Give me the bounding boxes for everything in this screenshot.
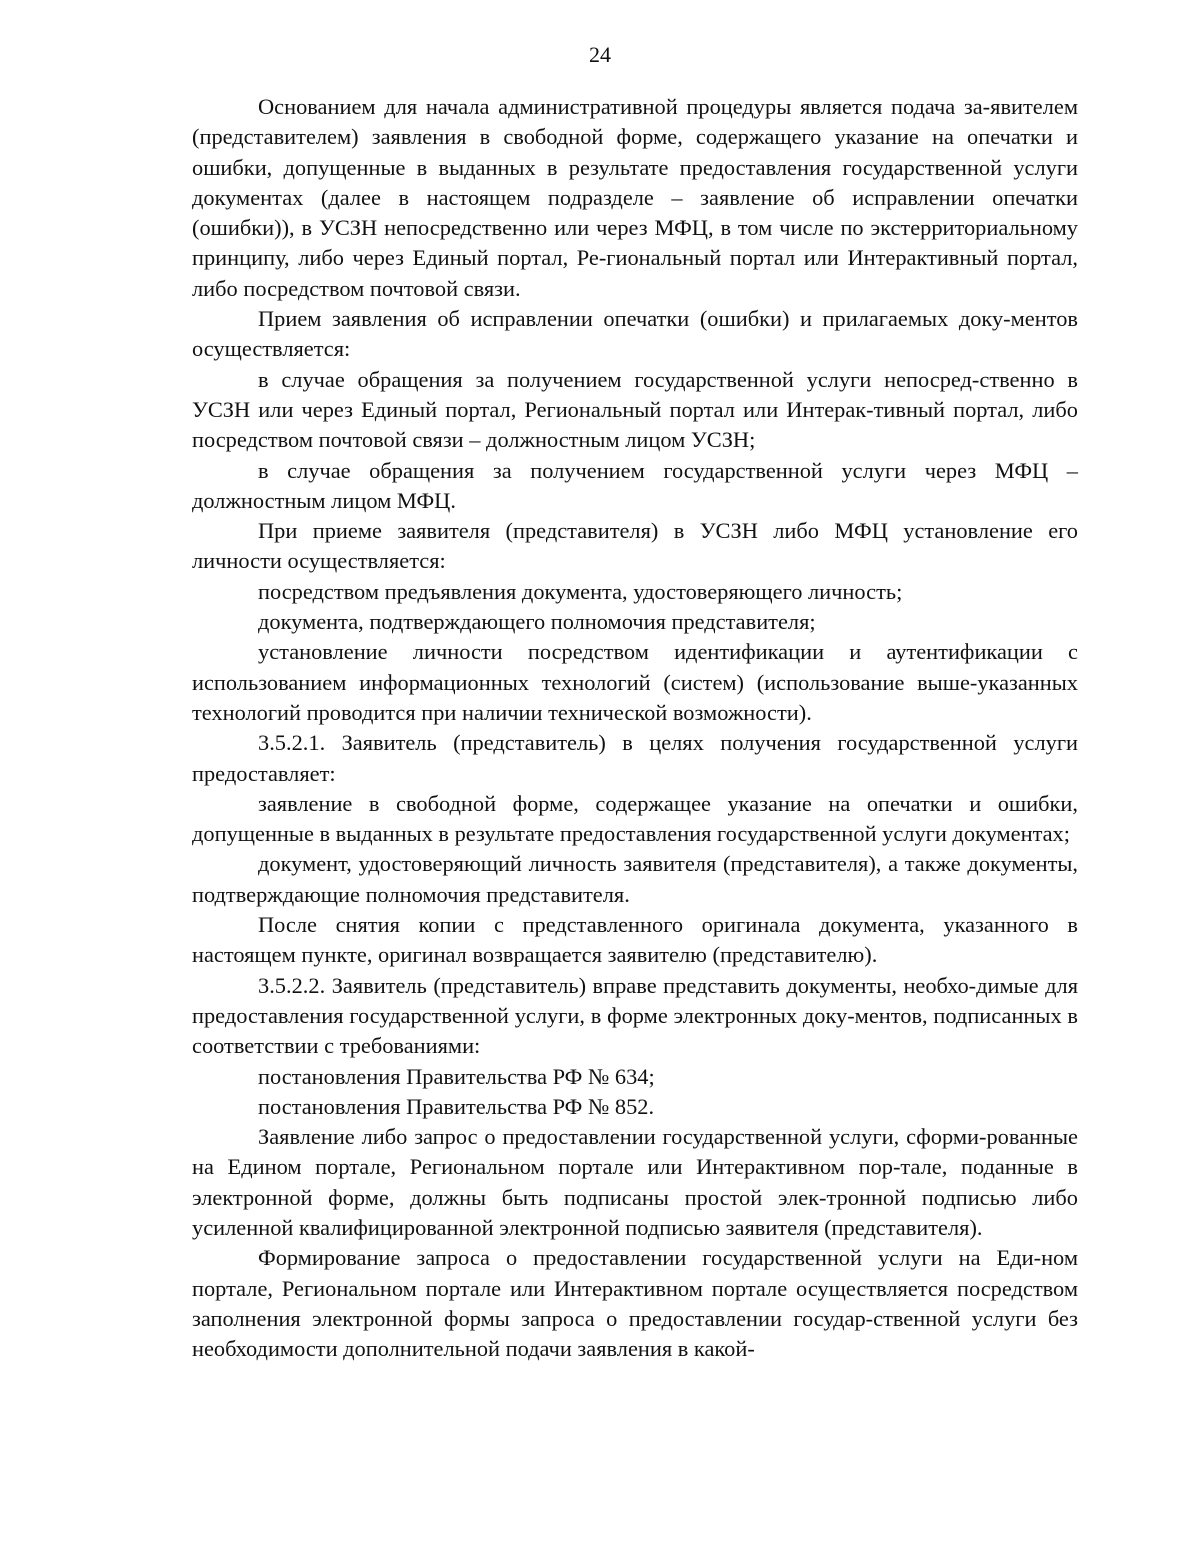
paragraph-grounds-for-procedure: Основанием для начала административной процедуры является подача за-явителем (представителем) заявления в свободной форме, содержащего указание на опечатки и ошибки, допущенные в выданных в результате предоставления государственной услуги документах (далее в настоящем подразделе – заявление об исправлении опечатки (ошибки)), в УСЗН непосредственно или через МФЦ, в том числе по экстерриториальному принципу, либо через Единый портал, Ре-гиональный портал или Интерактивный портал, либо посредством почтовой связи.	[192, 94, 1078, 301]
list-item-identity-document: посредством предъявления документа, удостоверяющего личность;	[258, 578, 903, 604]
paragraph-application-intake: Прием заявления об исправлении опечатки (ошибки) и прилагаемых доку-ментов осуществляется:	[192, 306, 1078, 362]
list-item-resolution-634: постановления Правительства РФ № 634;	[258, 1063, 655, 1089]
paragraph-intake-by-mfc: в случае обращения за получением государственной услуги через МФЦ – должностным лицом МФЦ.	[192, 457, 1078, 513]
page-number: 24	[589, 42, 611, 67]
paragraph-identity-verification: При приеме заявителя (представителя) в УСЗН либо МФЦ установление его личности осуществляется:	[192, 518, 1078, 574]
list-item-resolution-852: постановления Правительства РФ № 852.	[258, 1093, 655, 1119]
list-item-free-form-application: заявление в свободной форме, содержащее указание на опечатки и ошибки, допущенные в выданных в результате предоставления государственной услуги документах;	[192, 790, 1078, 847]
document-body	[192, 92, 1078, 1364]
paragraph-intake-by-uszn: в случае обращения за получением государственной услуги непосред-ственно в УСЗН или через Единый портал, Региональный портал или Интерак-тивный портал, либо посредством почтовой связи – должностным лицом УСЗН;	[192, 366, 1078, 453]
list-item-identity-and-authority-documents: документ, удостоверяющий личность заявителя (представителя), а также документы, подтверждающие полномочия представителя.	[192, 851, 1078, 907]
list-item-authority-document: документа, подтверждающего полномочия представителя;	[258, 609, 816, 635]
clause-3-5-2-2: 3.5.2.2. Заявитель (представитель) вправе представить документы, необхо-димые для предоставления государственной услуги, в форме электронных доку-ментов, подписанных в соответствии с требованиями:	[192, 972, 1078, 1059]
paragraph-electronic-signature: Заявление либо запрос о предоставлении государственной услуги, сформи-рованные на Едином портале, Региональном портале или Интерактивном пор-тале, поданные в электронной форме, должны быть подписаны простой элек-тронной подписью либо усиленной квалифицированной электронной подписью заявителя (представителя).	[192, 1124, 1078, 1240]
clause-3-5-2-1: 3.5.2.1. Заявитель (представитель) в целях получения государственной услуги предоставляет:	[192, 730, 1078, 786]
paragraph-original-returned: После снятия копии с представленного оригинала документа, указанного в настоящем пункте, оригинал возвращается заявителю (представителю).	[192, 912, 1078, 968]
paragraph-request-formation: Формирование запроса о предоставлении государственной услуги на Еди-ном портале, Региональном портале или Интерактивном портале осуществляется посредством заполнения электронной формы запроса о предоставлении государ-ственной услуги без необходимости дополнительной подачи заявления в какой-	[192, 1245, 1078, 1362]
list-item-electronic-identification: установление личности посредством идентификации и аутентификации с использованием информационных технологий (систем) (использование выше-указанных технологий проводится при наличии технической возможности).	[192, 639, 1078, 725]
